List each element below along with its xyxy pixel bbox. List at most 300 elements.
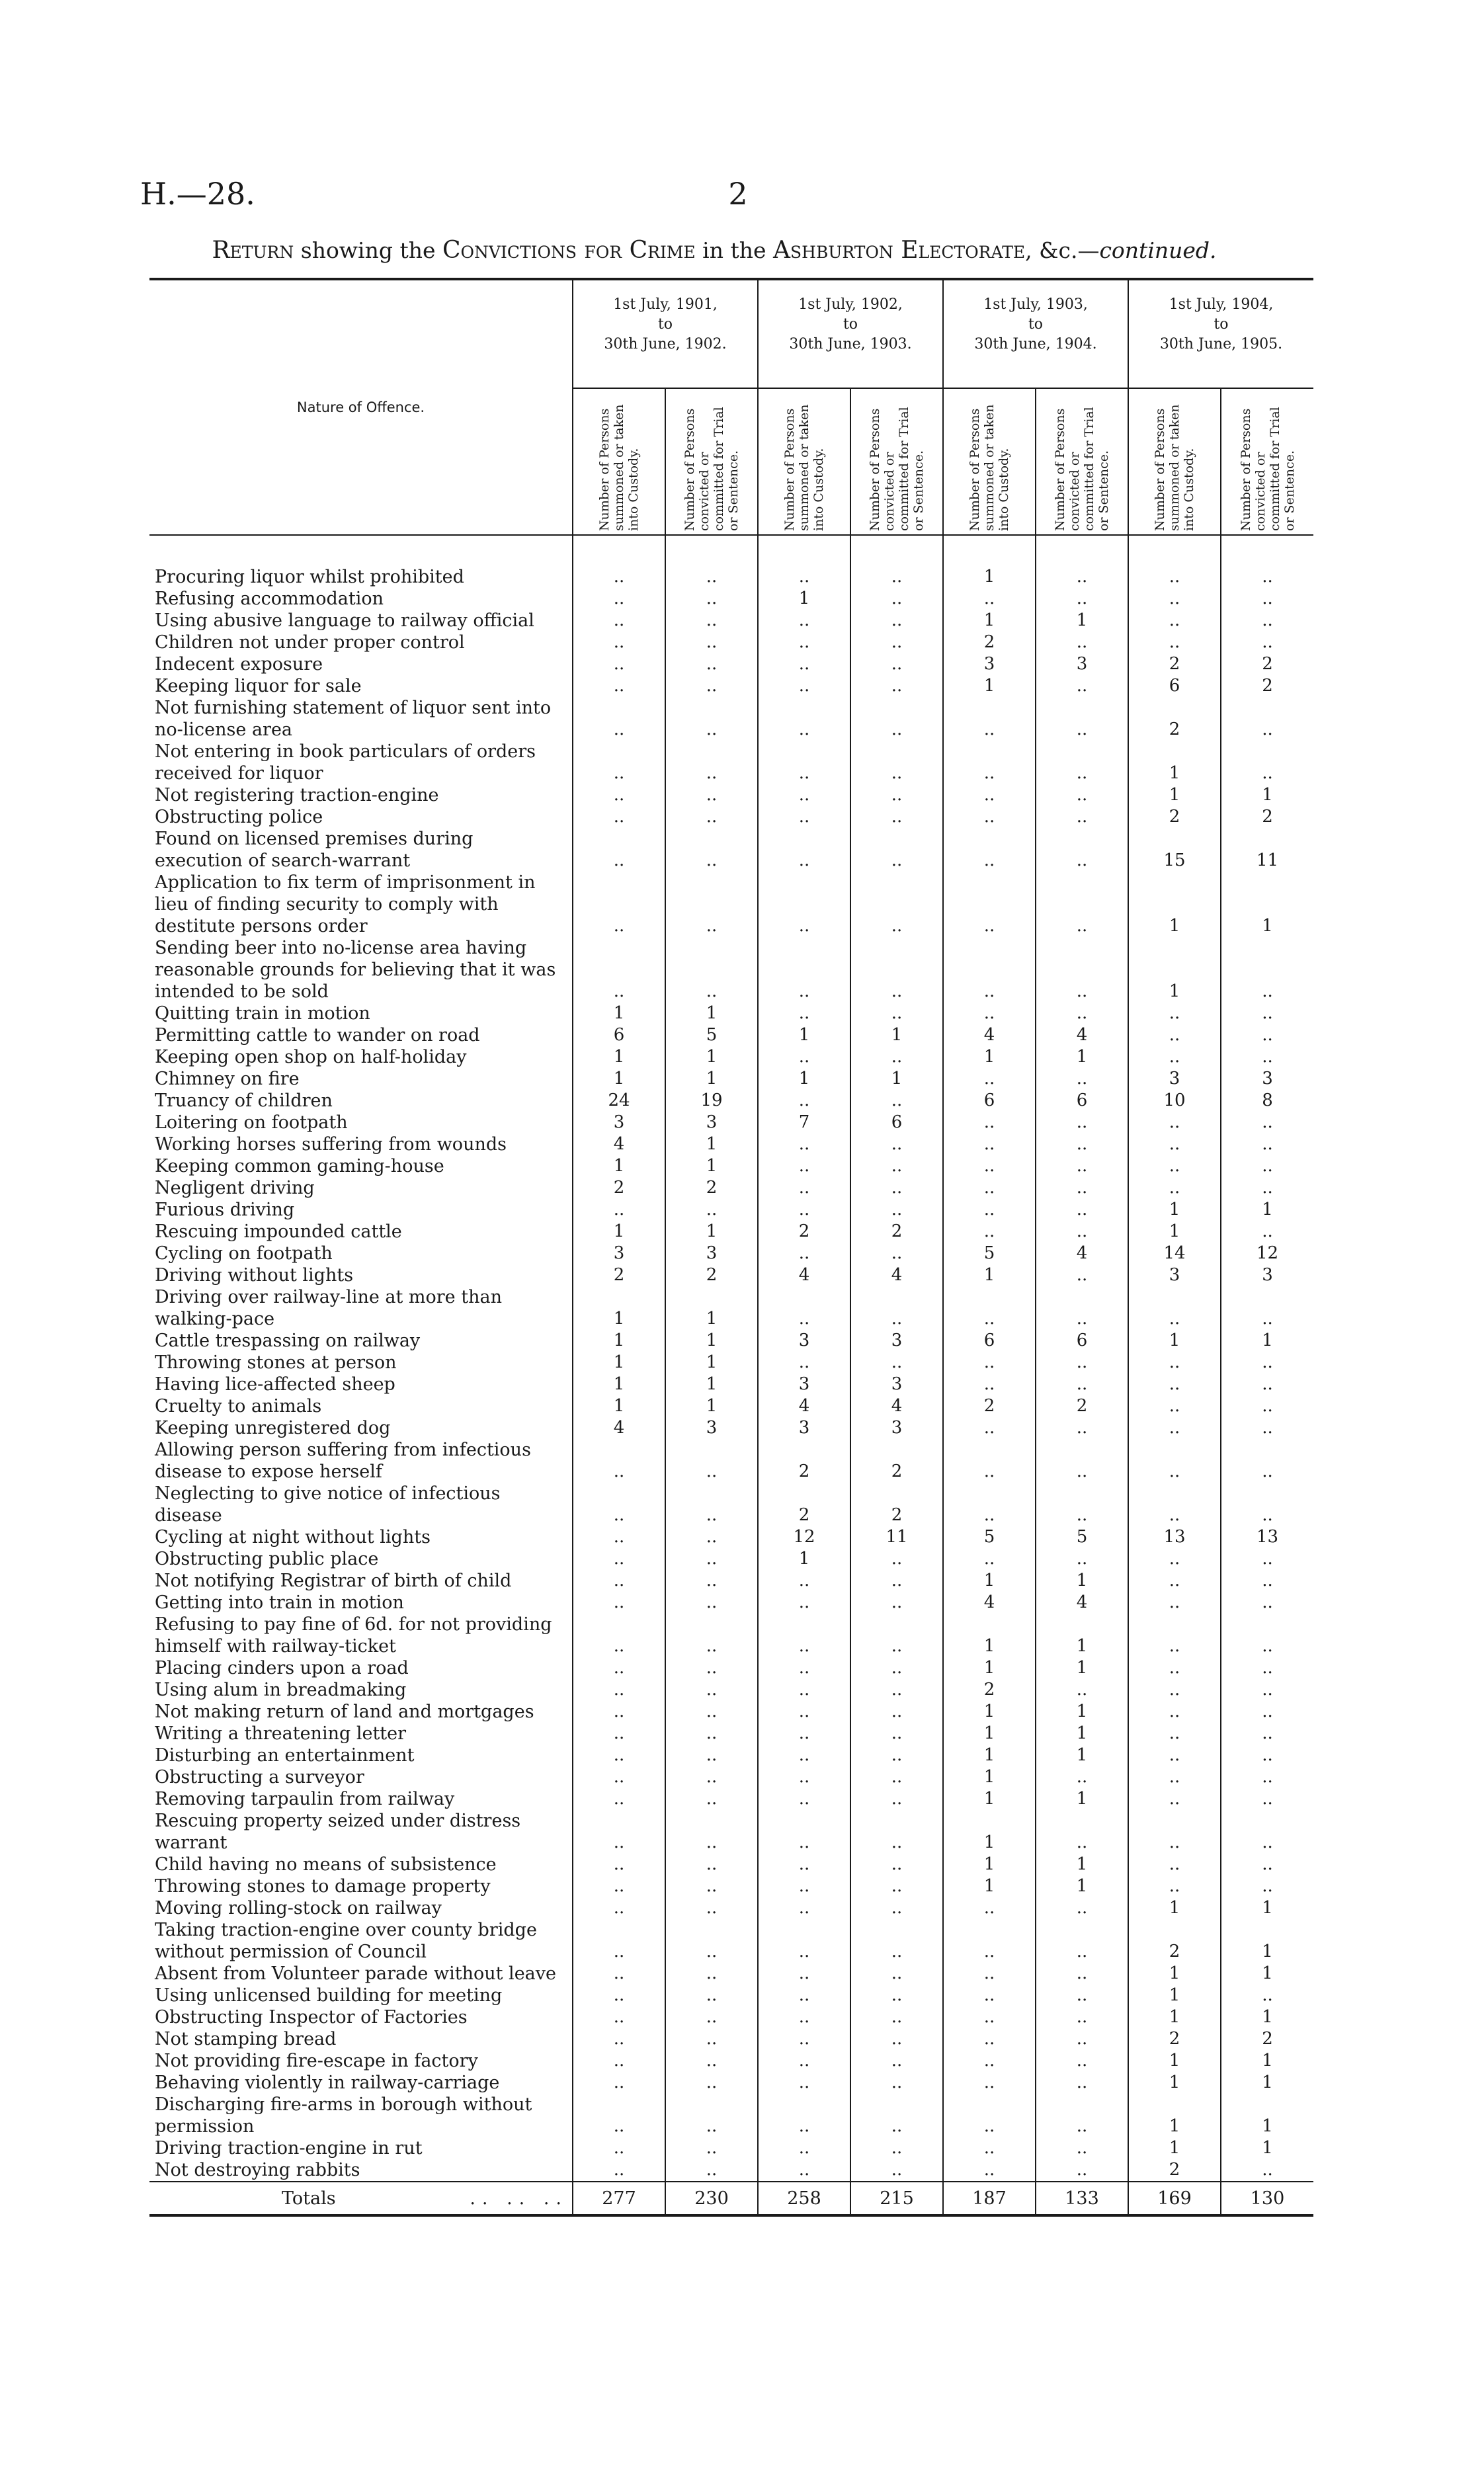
- cell-value: ..: [1036, 566, 1128, 588]
- table-row: [149, 1592, 1313, 1614]
- cell-value: 3: [758, 1417, 850, 1439]
- offence-name: Chimney on fire: [155, 1069, 300, 1089]
- cell-value: ..: [665, 1985, 758, 2006]
- cell-value: ..: [573, 2006, 665, 2028]
- table-row: [149, 1155, 1313, 1177]
- cell-value: 1: [943, 1810, 1036, 1854]
- cell-value: 3: [573, 1243, 665, 1264]
- total-value: 169: [1128, 2182, 1221, 2215]
- total-value: 277: [573, 2182, 665, 2215]
- cell-value: 2: [943, 1679, 1036, 1701]
- cell-value: 4: [943, 1024, 1036, 1046]
- offence-name: Driving traction-engine in rut: [155, 2138, 423, 2159]
- cell-value: ..: [1221, 1657, 1313, 1679]
- table-row: [149, 653, 1313, 675]
- cell-value: 1: [1036, 1701, 1128, 1723]
- cell-value: ..: [573, 1548, 665, 1570]
- cell-value: 3: [573, 1112, 665, 1133]
- totals-row: [149, 2182, 1313, 2215]
- cell-value: 4: [1036, 1592, 1128, 1614]
- table-row: [149, 566, 1313, 588]
- table-row: [149, 610, 1313, 632]
- table-row: [149, 1657, 1313, 1679]
- cell-value: ..: [1128, 1592, 1221, 1614]
- offence-name: Obstructing Inspector of Factories: [155, 2007, 468, 2028]
- cell-value: ..: [758, 1897, 850, 1919]
- cell-value: ..: [850, 1133, 943, 1155]
- table-row: [149, 1919, 1313, 1963]
- total-value: 215: [850, 2182, 943, 2215]
- cell-value: 3: [1221, 1264, 1313, 1286]
- page-number: 2: [728, 176, 748, 212]
- cell-value: ..: [1221, 1133, 1313, 1155]
- cell-value: ..: [1221, 1003, 1313, 1024]
- table-row: [149, 1374, 1313, 1395]
- cell-value: ..: [665, 2072, 758, 2094]
- cell-value: ..: [850, 1679, 943, 1701]
- cell-value: ..: [758, 937, 850, 1003]
- cell-value: 13: [1221, 1526, 1313, 1548]
- cell-value: ..: [1128, 1854, 1221, 1875]
- cell-value: 1: [1221, 1330, 1313, 1352]
- cell-value: ..: [758, 1766, 850, 1788]
- cell-value: ..: [665, 784, 758, 806]
- cell-value: ..: [758, 1875, 850, 1897]
- cell-value: ..: [573, 653, 665, 675]
- cell-value: ..: [1128, 1875, 1221, 1897]
- cell-value: 1: [1221, 1963, 1313, 1985]
- cell-value: ..: [943, 1133, 1036, 1155]
- cell-value: 2: [1221, 806, 1313, 828]
- cell-value: ..: [758, 1919, 850, 1963]
- offence-name: Having lice-affected sheep: [155, 1374, 395, 1395]
- cell-value: ..: [758, 1090, 850, 1112]
- cell-value: 1: [1128, 1221, 1221, 1243]
- cell-value: ..: [1221, 610, 1313, 632]
- cell-value: ..: [1036, 2072, 1128, 2094]
- offence-name: Not providing fire-escape in factory: [155, 2051, 478, 2071]
- cell-value: 1: [665, 1395, 758, 1417]
- cell-value: ..: [758, 1243, 850, 1264]
- cell-value: 2: [850, 1221, 943, 1243]
- cell-value: 1: [665, 1286, 758, 1330]
- offence-name: Not stamping bread: [155, 2029, 337, 2049]
- cell-value: ..: [1036, 1483, 1128, 1526]
- cell-value: 1: [573, 1352, 665, 1374]
- cell-value: ..: [850, 2094, 943, 2137]
- cell-value: ..: [850, 653, 943, 675]
- cell-value: 3: [1036, 653, 1128, 675]
- cell-value: 1: [573, 1286, 665, 1330]
- cell-value: ..: [573, 872, 665, 937]
- cell-value: 1: [573, 1003, 665, 1024]
- offence-name: Sending beer into no-license area having reasonable grounds for believing that it was intended to be sold: [155, 938, 556, 1002]
- cell-value: 8: [1221, 1090, 1313, 1112]
- cell-value: 1: [758, 1548, 850, 1570]
- cell-value: ..: [1036, 1112, 1128, 1133]
- cell-value: 2: [665, 1177, 758, 1199]
- offence-name: Allowing person suffering from infectious disease to expose herself: [155, 1440, 531, 1482]
- cell-value: 1: [943, 1875, 1036, 1897]
- cell-value: ..: [665, 741, 758, 784]
- cell-value: ..: [665, 566, 758, 588]
- cell-value: ..: [850, 566, 943, 588]
- cell-value: ..: [1128, 1395, 1221, 1417]
- cell-value: ..: [1128, 1177, 1221, 1199]
- cell-value: ..: [758, 1679, 850, 1701]
- cell-value: ..: [1036, 697, 1128, 741]
- table-row: [149, 1723, 1313, 1745]
- cell-value: 3: [1221, 1068, 1313, 1090]
- cell-value: ..: [758, 632, 850, 653]
- cell-value: 1: [1036, 1614, 1128, 1657]
- cell-value: ..: [850, 588, 943, 610]
- cell-value: ..: [1036, 806, 1128, 828]
- cell-value: 1: [1128, 1985, 1221, 2006]
- table-row: [149, 1046, 1313, 1068]
- cell-value: ..: [573, 1570, 665, 1592]
- cell-value: ..: [665, 1701, 758, 1723]
- cell-value: ..: [850, 2137, 943, 2159]
- offence-name: Using abusive language to railway official: [155, 610, 534, 631]
- cell-value: ..: [850, 1090, 943, 1112]
- cell-value: 1: [665, 1003, 758, 1024]
- cell-value: ..: [573, 2137, 665, 2159]
- table-row: [149, 675, 1313, 697]
- cell-value: ..: [1221, 1221, 1313, 1243]
- offence-name: Indecent exposure: [155, 654, 323, 675]
- cell-value: ..: [850, 741, 943, 784]
- cell-value: 1: [943, 1766, 1036, 1788]
- cell-value: 1: [573, 1330, 665, 1352]
- table-row: [149, 1068, 1313, 1090]
- column-header-summoned: Number of Persons summoned or taken into Custody.: [1128, 388, 1221, 535]
- offence-name: Keeping unregistered dog: [155, 1418, 391, 1438]
- cell-value: ..: [850, 1199, 943, 1221]
- total-value: 130: [1221, 2182, 1313, 2215]
- table-row: [149, 1177, 1313, 1199]
- cell-value: 6: [943, 1330, 1036, 1352]
- page-code: H.—28.: [140, 176, 255, 212]
- cell-value: 19: [665, 1090, 758, 1112]
- offence-name: Using alum in breadmaking: [155, 1680, 407, 1700]
- cell-value: ..: [943, 2072, 1036, 2094]
- table-row: [149, 784, 1313, 806]
- cell-value: ..: [573, 741, 665, 784]
- cell-value: ..: [943, 937, 1036, 1003]
- table-row: [149, 1395, 1313, 1417]
- cell-value: ..: [1036, 1417, 1128, 1439]
- table-row: [149, 1548, 1313, 1570]
- cell-value: ..: [758, 2050, 850, 2072]
- cell-value: ..: [850, 1701, 943, 1723]
- cell-value: ..: [758, 784, 850, 806]
- table-row: [149, 1439, 1313, 1483]
- cell-value: ..: [1036, 1548, 1128, 1570]
- cell-value: 2: [665, 1264, 758, 1286]
- cell-value: 2: [758, 1483, 850, 1526]
- cell-value: ..: [665, 1483, 758, 1526]
- cell-value: ..: [1128, 1745, 1221, 1766]
- cell-value: 1: [1221, 1919, 1313, 1963]
- offence-name: Obstructing public place: [155, 1549, 379, 1569]
- table-row: [149, 1112, 1313, 1133]
- cell-value: ..: [1221, 1854, 1313, 1875]
- table-row: [149, 872, 1313, 937]
- cell-value: ..: [943, 1374, 1036, 1395]
- offence-name: Application to fix term of imprisonment in lieu of finding security to comply with destitute persons order: [155, 872, 536, 936]
- cell-value: ..: [573, 2094, 665, 2137]
- table-row: [149, 1024, 1313, 1046]
- offence-name: Cycling on footpath: [155, 1243, 333, 1264]
- cell-value: ..: [943, 1963, 1036, 1985]
- cell-value: 3: [850, 1374, 943, 1395]
- cell-value: ..: [1221, 588, 1313, 610]
- table-row: [149, 1897, 1313, 1919]
- cell-value: 1: [573, 1221, 665, 1243]
- cell-value: ..: [850, 1286, 943, 1330]
- cell-value: 1: [1221, 2072, 1313, 2094]
- table-row: [149, 1701, 1313, 1723]
- cell-value: ..: [1036, 2050, 1128, 2072]
- cell-value: ..: [1036, 632, 1128, 653]
- total-value: 133: [1036, 2182, 1128, 2215]
- cell-value: ..: [573, 566, 665, 588]
- cell-value: ..: [758, 2159, 850, 2182]
- table-row: [149, 2028, 1313, 2050]
- cell-value: 1: [1221, 872, 1313, 937]
- cell-value: 2: [1221, 675, 1313, 697]
- cell-value: ..: [943, 1286, 1036, 1330]
- cell-value: ..: [573, 1723, 665, 1745]
- cell-value: ..: [943, 1221, 1036, 1243]
- cell-value: 1: [1221, 2094, 1313, 2137]
- cell-value: 2: [1128, 653, 1221, 675]
- cell-value: 1: [573, 1395, 665, 1417]
- table-row: [149, 1679, 1313, 1701]
- nature-of-offence-header: Nature of Offence.: [149, 279, 573, 535]
- offence-name: Taking traction-engine over county bridge without permission of Council: [155, 1920, 537, 1962]
- cell-value: ..: [850, 632, 943, 653]
- cell-value: ..: [1036, 1286, 1128, 1330]
- cell-value: ..: [665, 632, 758, 653]
- cell-value: ..: [573, 937, 665, 1003]
- cell-value: ..: [850, 872, 943, 937]
- cell-value: 3: [850, 1330, 943, 1352]
- cell-value: ..: [758, 1003, 850, 1024]
- cell-value: ..: [665, 1614, 758, 1657]
- cell-value: ..: [1036, 1810, 1128, 1854]
- cell-value: ..: [573, 2028, 665, 2050]
- table-row: [149, 2094, 1313, 2137]
- cell-value: ..: [1221, 697, 1313, 741]
- cell-value: ..: [758, 653, 850, 675]
- offence-name: Negligent driving: [155, 1178, 315, 1198]
- cell-value: ..: [1221, 1046, 1313, 1068]
- cell-value: ..: [850, 1897, 943, 1919]
- cell-value: ..: [758, 828, 850, 872]
- cell-value: ..: [943, 806, 1036, 828]
- cell-value: ..: [850, 1919, 943, 1963]
- cell-value: ..: [850, 2006, 943, 2028]
- cell-value: 10: [1128, 1090, 1221, 1112]
- cell-value: ..: [665, 2050, 758, 2072]
- cell-value: ..: [1221, 1177, 1313, 1199]
- cell-value: ..: [665, 806, 758, 828]
- table-row: [149, 1854, 1313, 1875]
- cell-value: ..: [850, 1155, 943, 1177]
- cell-value: 4: [758, 1395, 850, 1417]
- offence-name: Throwing stones to damage property: [155, 1876, 491, 1897]
- cell-value: ..: [850, 1766, 943, 1788]
- cell-value: ..: [943, 1003, 1036, 1024]
- offence-name: Rescuing impounded cattle: [155, 1221, 402, 1242]
- offence-name: Keeping common gaming-house: [155, 1156, 444, 1176]
- cell-value: 1: [1036, 1745, 1128, 1766]
- cell-value: ..: [573, 1526, 665, 1548]
- cell-value: 1: [1036, 1875, 1128, 1897]
- offence-name: Discharging fire-arms in borough without permission: [155, 2094, 532, 2137]
- cell-value: 1: [665, 1133, 758, 1155]
- cell-value: 2: [573, 1264, 665, 1286]
- cell-value: 2: [1128, 806, 1221, 828]
- cell-value: ..: [1036, 2094, 1128, 2137]
- offence-name: Using unlicensed building for meeting: [155, 1985, 503, 2006]
- cell-value: ..: [943, 1919, 1036, 1963]
- cell-value: ..: [758, 697, 850, 741]
- cell-value: 5: [943, 1526, 1036, 1548]
- cell-value: ..: [665, 872, 758, 937]
- cell-value: ..: [758, 2094, 850, 2137]
- cell-value: ..: [665, 1897, 758, 1919]
- cell-value: ..: [573, 1875, 665, 1897]
- cell-value: ..: [943, 2050, 1036, 2072]
- cell-value: 6: [1036, 1090, 1128, 1112]
- cell-value: ..: [758, 2072, 850, 2094]
- cell-value: ..: [850, 697, 943, 741]
- offence-name: Placing cinders upon a road: [155, 1658, 409, 1678]
- convictions-table: [149, 278, 1313, 2217]
- table-row: [149, 697, 1313, 741]
- cell-value: ..: [1128, 1155, 1221, 1177]
- cell-value: ..: [758, 1985, 850, 2006]
- table-row: [149, 1330, 1313, 1352]
- cell-value: ..: [758, 1963, 850, 1985]
- cell-value: ..: [573, 2159, 665, 2182]
- cell-value: ..: [573, 588, 665, 610]
- cell-value: ..: [1221, 937, 1313, 1003]
- cell-value: 1: [943, 1854, 1036, 1875]
- cell-value: ..: [1036, 828, 1128, 872]
- cell-value: ..: [665, 1679, 758, 1701]
- cell-value: ..: [1128, 1133, 1221, 1155]
- cell-value: ..: [573, 1963, 665, 1985]
- cell-value: ..: [1128, 1417, 1221, 1439]
- cell-value: 2: [758, 1221, 850, 1243]
- cell-value: ..: [1221, 1810, 1313, 1854]
- cell-value: ..: [1036, 675, 1128, 697]
- cell-value: ..: [1036, 1766, 1128, 1788]
- cell-value: 6: [943, 1090, 1036, 1112]
- cell-value: ..: [758, 872, 850, 937]
- offence-name: Child having no means of subsistence: [155, 1854, 497, 1875]
- cell-value: ..: [1036, 1155, 1128, 1177]
- cell-value: ..: [1128, 566, 1221, 588]
- cell-value: ..: [758, 1592, 850, 1614]
- cell-value: ..: [1128, 1046, 1221, 1068]
- cell-value: ..: [758, 2006, 850, 2028]
- cell-value: ..: [943, 784, 1036, 806]
- cell-value: ..: [850, 1352, 943, 1374]
- cell-value: ..: [1036, 1177, 1128, 1199]
- cell-value: ..: [1221, 1024, 1313, 1046]
- cell-value: ..: [1221, 1374, 1313, 1395]
- cell-value: ..: [943, 588, 1036, 610]
- cell-value: 6: [850, 1112, 943, 1133]
- cell-value: 1: [1128, 2137, 1221, 2159]
- table-row: [149, 2050, 1313, 2072]
- cell-value: ..: [1036, 1003, 1128, 1024]
- offence-name: Not notifying Registrar of birth of child: [155, 1571, 512, 1591]
- table-row: [149, 1745, 1313, 1766]
- offence-name: Not furnishing statement of liquor sent into no-license area: [155, 698, 552, 740]
- cell-value: ..: [1036, 1679, 1128, 1701]
- table-row: [149, 937, 1313, 1003]
- cell-value: 1: [665, 1221, 758, 1243]
- cell-value: ..: [1128, 632, 1221, 653]
- table-row: [149, 1483, 1313, 1526]
- cell-value: ..: [850, 2050, 943, 2072]
- cell-value: 1: [943, 566, 1036, 588]
- cell-value: ..: [665, 1963, 758, 1985]
- cell-value: ..: [943, 2028, 1036, 2050]
- cell-value: 1: [573, 1155, 665, 1177]
- cell-value: ..: [758, 1788, 850, 1810]
- offence-name: Not registering traction-engine: [155, 785, 439, 805]
- column-header-convicted: Number of Persons convicted or committed for Trial or Sentence.: [1221, 388, 1313, 535]
- cell-value: 1: [943, 1723, 1036, 1745]
- cell-value: 2: [1221, 653, 1313, 675]
- cell-value: ..: [665, 588, 758, 610]
- cell-value: ..: [758, 1155, 850, 1177]
- cell-value: ..: [758, 610, 850, 632]
- cell-value: 14: [1128, 1243, 1221, 1264]
- offence-name: Moving rolling-stock on railway: [155, 1898, 442, 1918]
- cell-value: ..: [573, 1919, 665, 1963]
- table-row: [149, 1875, 1313, 1897]
- cell-value: ..: [573, 1614, 665, 1657]
- table-row: [149, 632, 1313, 653]
- cell-value: 6: [1036, 1330, 1128, 1352]
- cell-value: ..: [758, 806, 850, 828]
- cell-value: ..: [758, 1723, 850, 1745]
- offence-name: Procuring liquor whilst prohibited: [155, 567, 464, 587]
- cell-value: 1: [665, 1155, 758, 1177]
- cell-value: 2: [1036, 1395, 1128, 1417]
- cell-value: 1: [1221, 2137, 1313, 2159]
- cell-value: ..: [1128, 1024, 1221, 1046]
- column-header-summoned: Number of Persons summoned or taken into Custody.: [943, 388, 1036, 535]
- offence-name: Getting into train in motion: [155, 1592, 404, 1613]
- cell-value: ..: [665, 2159, 758, 2182]
- cell-value: ..: [850, 1810, 943, 1854]
- table-row: [149, 1417, 1313, 1439]
- period-header: 1st July, 1903, to 30th June, 1904.: [943, 279, 1128, 388]
- offence-name: Driving over railway-line at more than walking-pace: [155, 1287, 502, 1329]
- cell-value: 5: [665, 1024, 758, 1046]
- column-header-summoned: Number of Persons summoned or taken into Custody.: [758, 388, 850, 535]
- cell-value: ..: [1221, 1766, 1313, 1788]
